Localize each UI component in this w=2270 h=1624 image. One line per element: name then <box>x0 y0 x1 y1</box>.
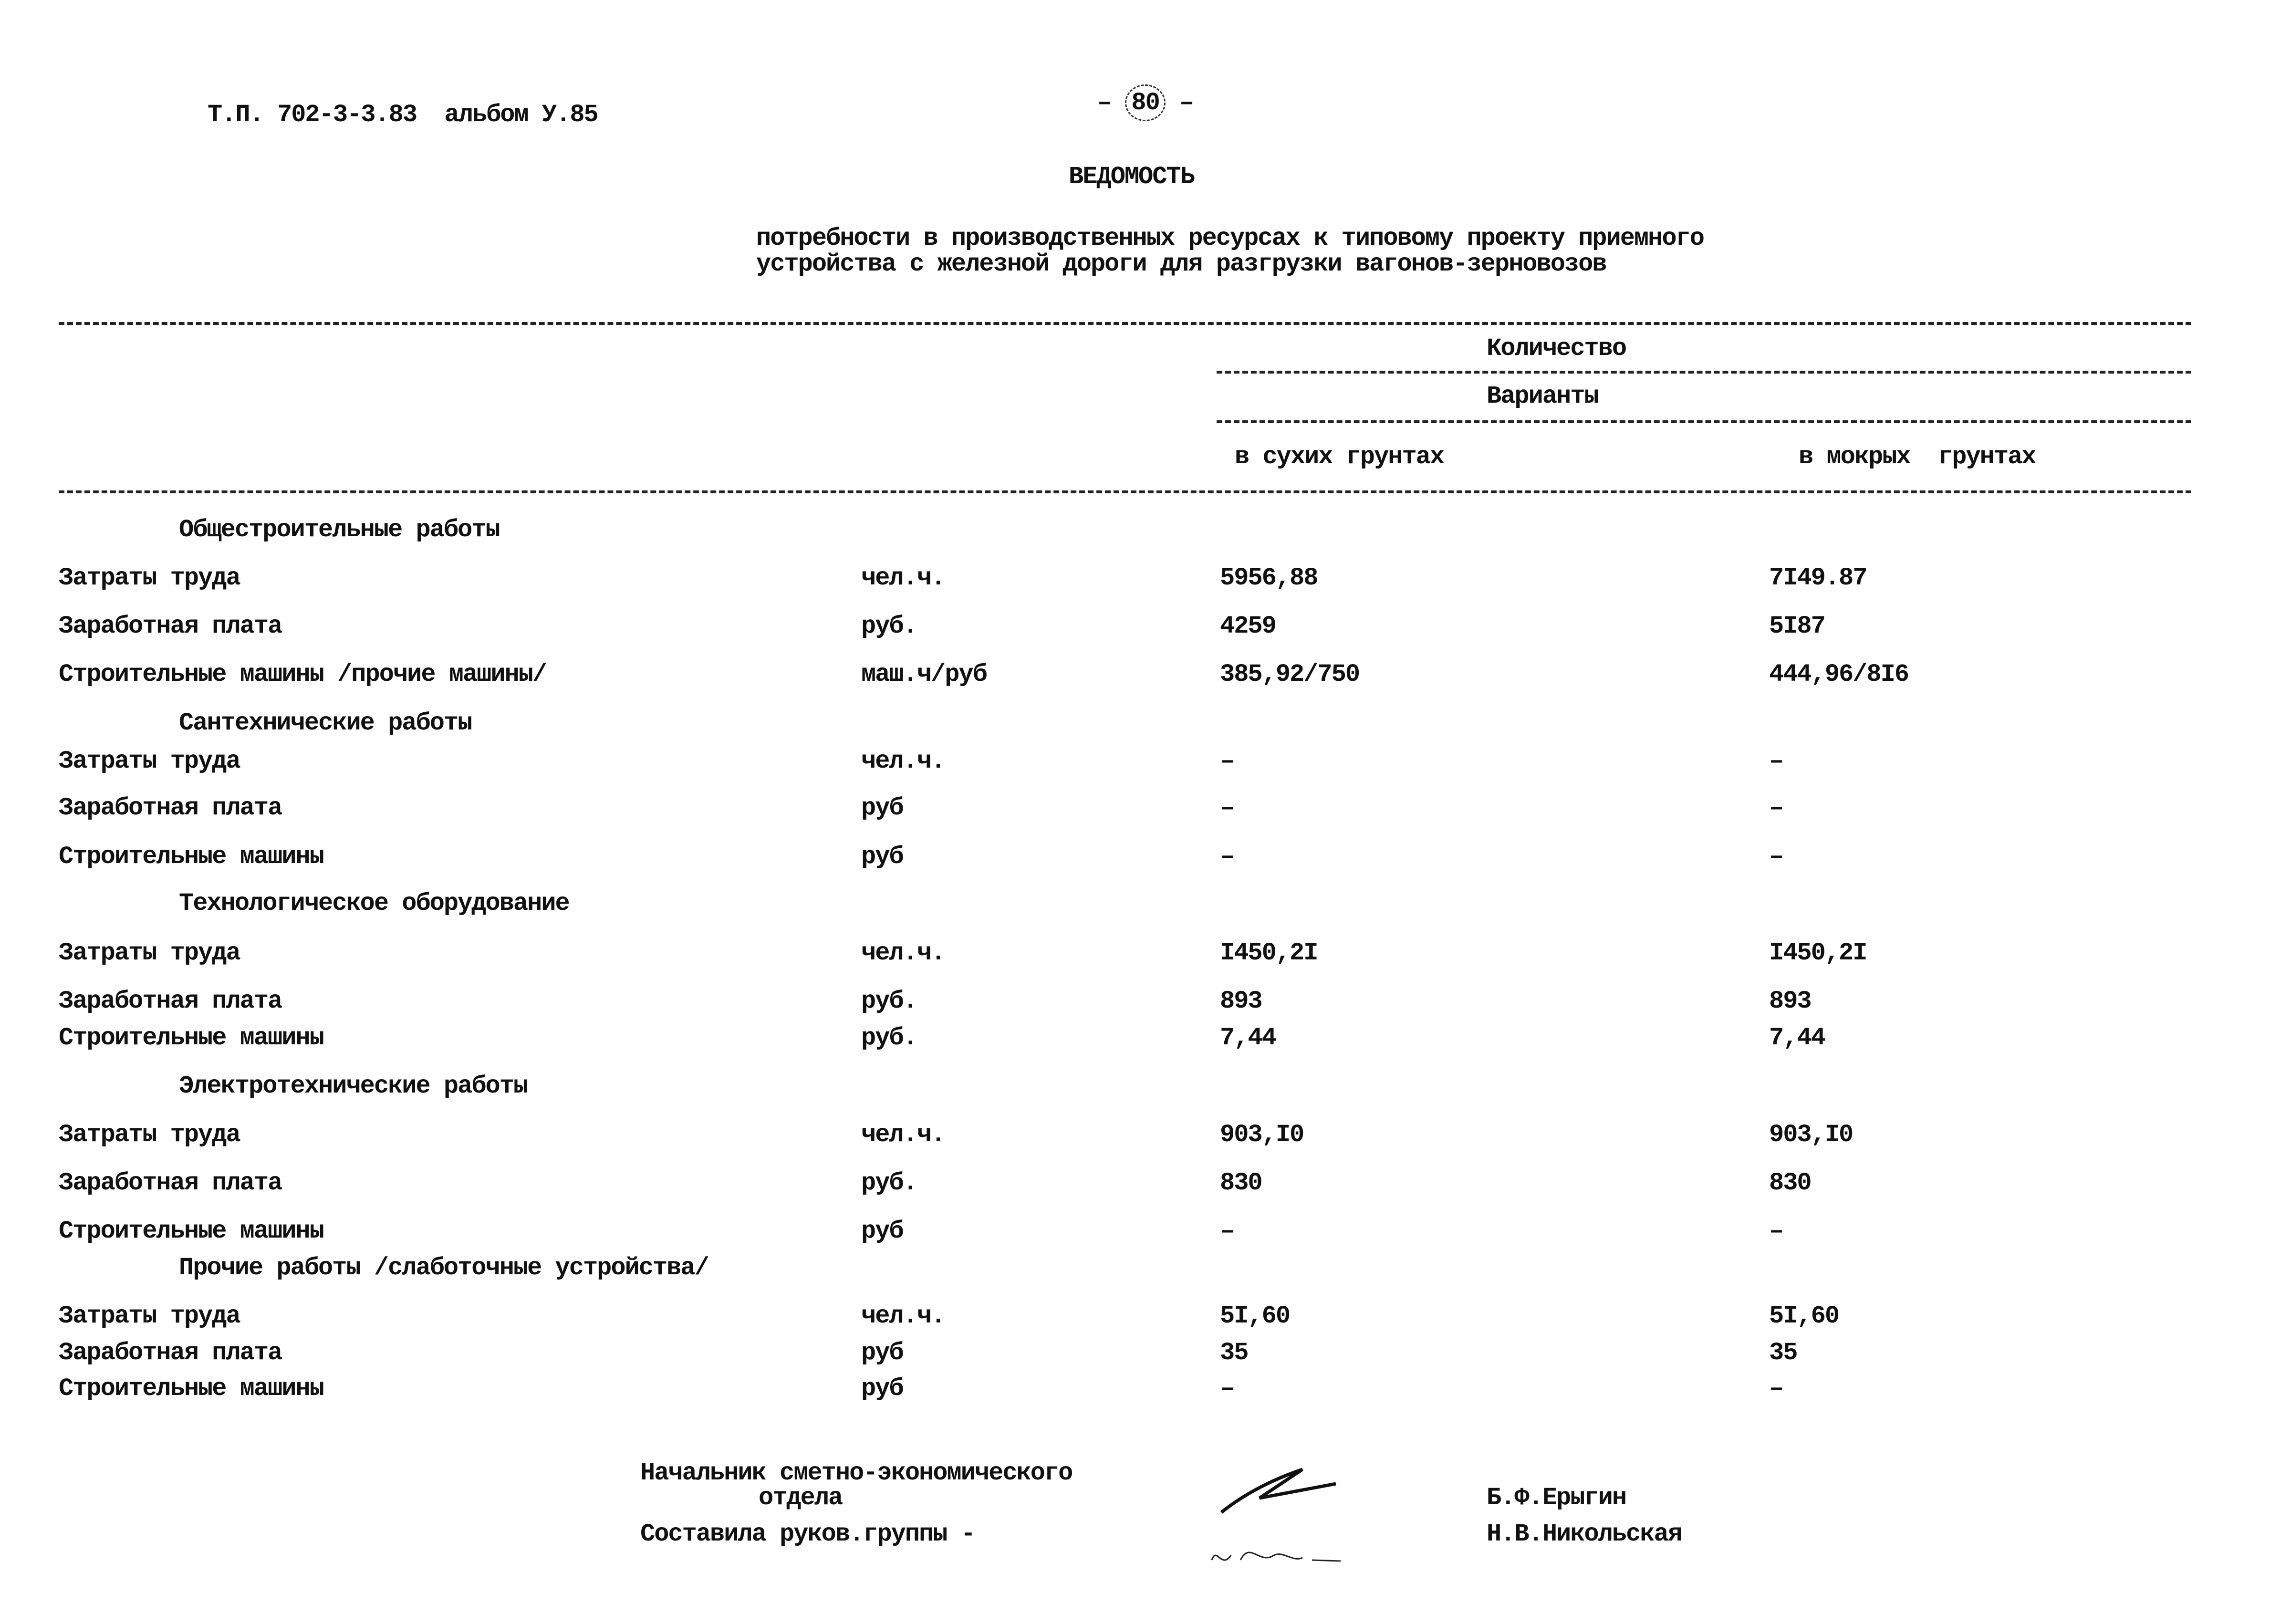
section-heading: Технологическое оборудование <box>179 889 569 917</box>
variants-rule <box>1217 420 2191 423</box>
value-wet-soil: 7,44 <box>1769 1024 1825 1052</box>
resource-label: Заработная плата <box>59 794 282 822</box>
unit-label: чел.ч. <box>861 939 945 967</box>
footer-position-1-line-2: отдела <box>759 1484 843 1512</box>
section-heading: Электротехнические работы <box>179 1072 528 1100</box>
value-dry-soil: – <box>1220 747 1234 775</box>
unit-label: руб. <box>861 1169 917 1197</box>
value-dry-soil: 5956,88 <box>1220 564 1318 592</box>
subtitle-line-1: потребности в производственных ресурсах к типовому проекту приемного <box>756 224 1704 252</box>
header-variants: Варианты <box>1487 382 1598 410</box>
unit-label: чел.ч. <box>861 1121 945 1149</box>
signature <box>1202 1460 1355 1574</box>
table-row <box>0 662 2270 691</box>
value-dry-soil: – <box>1220 1374 1234 1403</box>
footer-position-2: Составила руков.группы - <box>640 1520 975 1548</box>
value-wet-soil: 5I,60 <box>1769 1302 1839 1330</box>
value-wet-soil: 830 <box>1769 1169 1811 1197</box>
section-heading-row <box>0 891 2270 920</box>
header-col-dry: в сухих грунтах <box>1235 443 1444 471</box>
document-code: Т.П. 702-3-3.83 альбом У.85 <box>208 101 598 129</box>
unit-label: руб. <box>861 1024 917 1052</box>
resource-label: Затраты труда <box>59 564 240 592</box>
unit-label: маш.ч/руб <box>861 660 987 688</box>
resource-label: Строительные машины <box>59 1374 323 1403</box>
page-number: 80 <box>1125 84 1165 121</box>
value-wet-soil: – <box>1769 794 1783 822</box>
section-heading: Сантехнические работы <box>179 709 472 737</box>
value-dry-soil: 385,92/750 <box>1220 660 1360 688</box>
value-dry-soil: – <box>1220 1217 1234 1245</box>
resource-label: Строительные машины <box>59 843 323 871</box>
value-wet-soil: 893 <box>1769 987 1811 1015</box>
header-bottom-rule <box>59 490 2191 493</box>
resource-label: Заработная плата <box>59 1339 282 1367</box>
table-row <box>0 796 2270 824</box>
table-top-rule <box>59 322 2191 325</box>
resource-label: Затраты труда <box>59 1121 240 1149</box>
resource-label: Строительные машины <box>59 1024 323 1052</box>
value-wet-soil: – <box>1769 747 1783 775</box>
section-heading: Прочие работы /слаботочные устройства/ <box>179 1254 708 1282</box>
value-dry-soil: 893 <box>1220 987 1262 1015</box>
value-dry-soil: 4259 <box>1220 612 1276 640</box>
section-heading-row <box>0 1256 2270 1284</box>
value-wet-soil: 444,96/8I6 <box>1769 660 1909 688</box>
quantity-rule <box>1217 371 2191 374</box>
table-row <box>0 614 2270 643</box>
value-wet-soil: 903,I0 <box>1769 1121 1853 1149</box>
footer-name-1: Б.Ф.Ерыгин <box>1487 1484 1626 1512</box>
value-wet-soil: I450,2I <box>1769 939 1867 967</box>
unit-label: чел.ч. <box>861 564 945 592</box>
unit-label: руб <box>861 1339 903 1367</box>
unit-label: чел.ч. <box>861 1302 945 1330</box>
value-wet-soil: – <box>1769 1374 1783 1403</box>
unit-label: чел.ч. <box>861 747 945 775</box>
unit-label: руб <box>861 1217 903 1245</box>
table-row <box>0 1341 2270 1369</box>
footer-position-1-line-1: Начальник сметно-экономического <box>640 1459 1073 1487</box>
page-number-wrap: – 80 – <box>1097 91 1193 115</box>
unit-label: руб <box>861 794 903 822</box>
table-row <box>0 749 2270 778</box>
table-row <box>0 1123 2270 1151</box>
table-row <box>0 566 2270 594</box>
value-wet-soil: 5I87 <box>1769 612 1825 640</box>
value-dry-soil: – <box>1220 843 1234 871</box>
value-dry-soil: 5I,60 <box>1220 1302 1290 1330</box>
resource-label: Строительные машины <box>59 1217 323 1245</box>
table-row <box>0 1026 2270 1054</box>
value-dry-soil: 7,44 <box>1220 1024 1276 1052</box>
value-dry-soil: 903,I0 <box>1220 1121 1304 1149</box>
resource-label: Затраты труда <box>59 1302 240 1330</box>
table-row <box>0 1171 2270 1199</box>
resource-label: Затраты труда <box>59 747 240 775</box>
unit-label: руб. <box>861 612 917 640</box>
resource-label: Заработная плата <box>59 612 282 640</box>
subtitle-line-2: устройства с железной дороги для разгрузки вагонов-зерновозов <box>756 250 1606 278</box>
section-heading-row <box>0 518 2270 546</box>
table-row <box>0 1376 2270 1405</box>
resource-label: Строительные машины /прочие машины/ <box>59 660 547 688</box>
section-heading-row <box>0 1074 2270 1103</box>
value-dry-soil: 830 <box>1220 1169 1262 1197</box>
unit-label: руб <box>861 843 903 871</box>
resource-label: Заработная плата <box>59 987 282 1015</box>
table-row <box>0 1304 2270 1333</box>
value-dry-soil: – <box>1220 794 1234 822</box>
section-heading: Общестроительные работы <box>179 516 500 544</box>
table-row <box>0 844 2270 873</box>
resource-label: Заработная плата <box>59 1169 282 1197</box>
section-heading-row <box>0 711 2270 739</box>
value-wet-soil: – <box>1769 843 1783 871</box>
resource-label: Затраты труда <box>59 939 240 967</box>
table-row <box>0 989 2270 1018</box>
value-wet-soil: – <box>1769 1217 1783 1245</box>
header-col-wet: в мокрых грунтах <box>1799 443 2036 471</box>
value-dry-soil: 35 <box>1220 1339 1248 1367</box>
value-dry-soil: I450,2I <box>1220 939 1318 967</box>
unit-label: руб <box>861 1374 903 1403</box>
table-row <box>0 941 2270 969</box>
header-quantity: Количество <box>1487 334 1626 363</box>
value-wet-soil: 7I49.87 <box>1769 564 1867 592</box>
footer-name-2: Н.В.Никольская <box>1487 1520 1682 1548</box>
value-wet-soil: 35 <box>1769 1339 1797 1367</box>
table-row <box>0 1219 2270 1248</box>
document-title: ВЕДОМОСТЬ <box>1069 163 1194 191</box>
unit-label: руб. <box>861 987 917 1015</box>
